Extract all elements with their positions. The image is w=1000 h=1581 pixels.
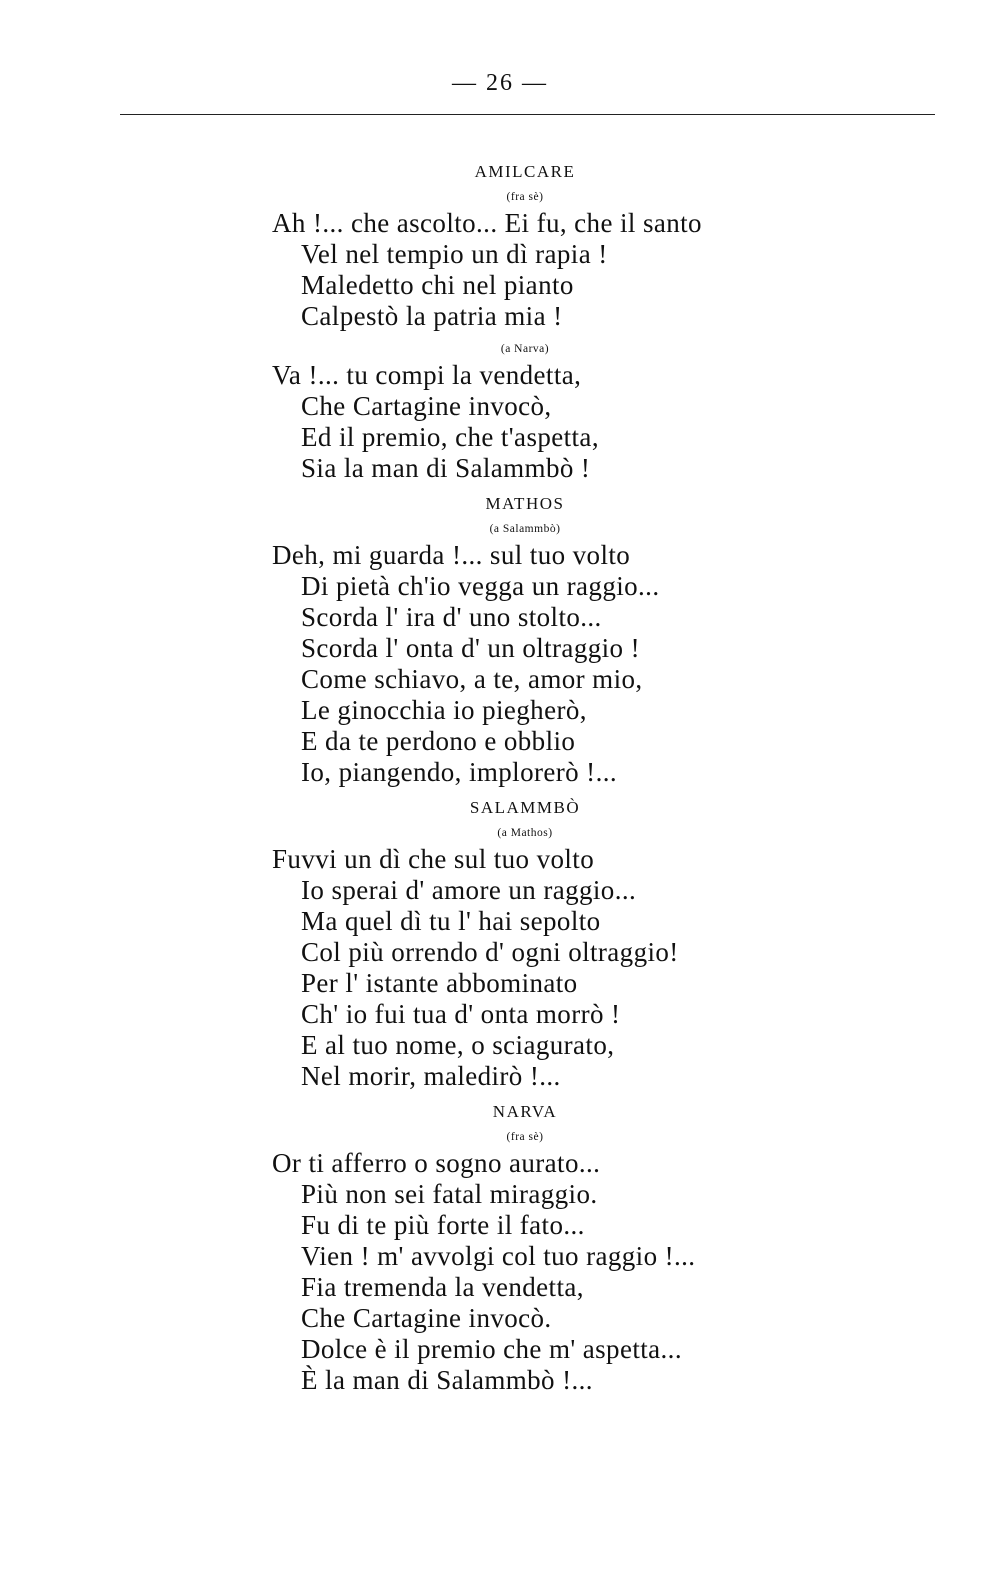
speaker-name: AMILCARE — [474, 162, 576, 181]
verse-line: Fia tremenda la vendetta, — [301, 1272, 584, 1302]
section-mathos — [0, 490, 1000, 788]
verse-line: Che Cartagine invocò, — [301, 391, 552, 421]
verse-line: Più non sei fatal miraggio. — [301, 1179, 598, 1209]
verse-line: Vel nel tempio un dì rapia ! — [301, 239, 608, 269]
verse-line: Scorda l' ira d' uno stolto... — [301, 602, 602, 632]
speaker-name: MATHOS — [485, 494, 565, 513]
verse-line: Ah !... che ascolto... Ei fu, che il santo — [272, 208, 702, 238]
verse-line: Io sperai d' amore un raggio... — [301, 875, 637, 905]
verse-line: Va !... tu compi la vendetta, — [272, 360, 582, 390]
verse-line: È la man di Salammbò !... — [301, 1365, 593, 1395]
verse-line: Maledetto chi nel pianto — [301, 270, 574, 300]
verse-line: Che Cartagine invocò. — [301, 1303, 552, 1333]
page-number: — 26 — — [452, 70, 548, 96]
verse-line: Fu di te più forte il fato... — [301, 1210, 585, 1240]
stage-direction: (a Mathos) — [497, 827, 553, 839]
verse-line: Col più orrendo d' ogni oltraggio! — [301, 937, 679, 967]
stage-direction: (fra sè) — [506, 191, 544, 203]
verse-line: Calpestò la patria mia ! — [301, 301, 563, 331]
section-amilcare — [0, 158, 1000, 332]
verse-line: Ed il premio, che t'aspetta, — [301, 422, 599, 452]
verse-line: Ma quel dì tu l' hai sepolto — [301, 906, 601, 936]
verse-line: Fuvvi un dì che sul tuo volto — [272, 844, 595, 874]
verse-line: Scorda l' onta d' un oltraggio ! — [301, 633, 640, 663]
verse-line: Ch' io fui tua d' onta morrò ! — [301, 999, 621, 1029]
verse-line: Di pietà ch'io vegga un raggio... — [301, 571, 660, 601]
stage-direction: (a Narva) — [500, 343, 550, 355]
verse-line: Come schiavo, a te, amor mio, — [301, 664, 643, 694]
verse-line: E al tuo nome, o sciagurato, — [301, 1030, 615, 1060]
section-salammbo — [0, 794, 1000, 1092]
section-narva — [0, 1098, 1000, 1396]
verse-line: Le ginocchia io piegherò, — [301, 695, 587, 725]
verse-line: Deh, mi guarda !... sul tuo volto — [272, 540, 631, 570]
libretto-text — [0, 158, 1000, 1402]
verse-line: Dolce è il premio che m' aspetta... — [301, 1334, 682, 1364]
verse-line: Io, piangendo, implorerò !... — [301, 757, 618, 787]
verse-line: Sia la man di Salammbò ! — [301, 453, 591, 483]
header-rule — [120, 114, 935, 115]
speaker-name: NARVA — [492, 1102, 558, 1121]
stage-direction: (a Salammbò) — [489, 523, 561, 535]
section-amilcare-to-narva — [0, 338, 1000, 484]
verse-line: E da te perdono e obblio — [301, 726, 576, 756]
verse-line: Or ti afferro o sogno aurato... — [272, 1148, 601, 1178]
verse-line: Nel morir, maledirò !... — [301, 1061, 561, 1091]
verse-line: Per l' istante abbominato — [301, 968, 578, 998]
speaker-name: SALAMMBÒ — [469, 798, 581, 817]
verse-line: Vien ! m' avvolgi col tuo raggio !... — [301, 1241, 696, 1271]
stage-direction: (fra sè) — [506, 1131, 544, 1143]
